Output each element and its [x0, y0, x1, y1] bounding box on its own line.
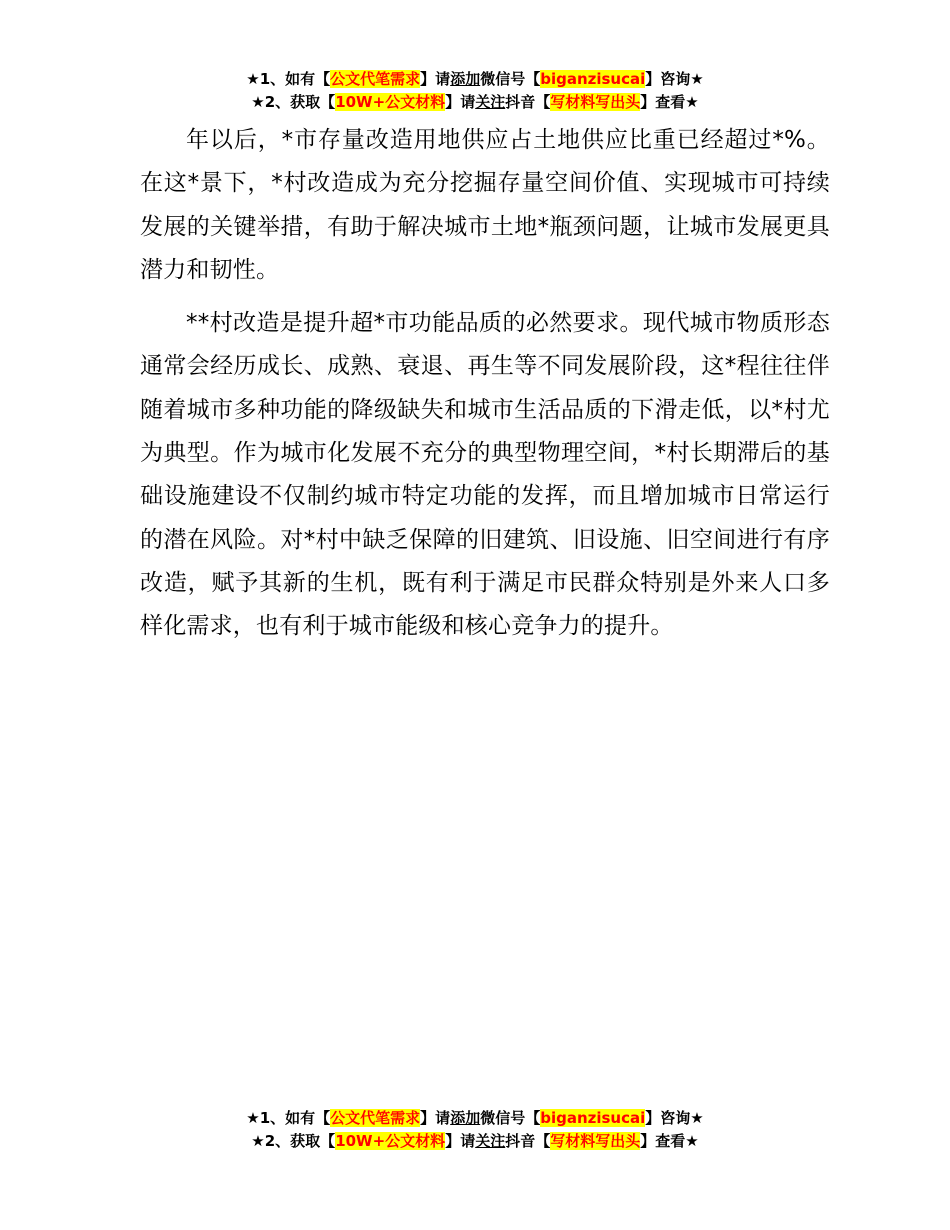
- footer-line1-prefix: ★1、如有【: [246, 1109, 331, 1127]
- footer-line2-emphasis: 关注: [475, 1132, 506, 1150]
- header-line1-highlight-wechat-id: biganzisucai: [540, 70, 646, 88]
- footer-banner-line-1: [0, 1107, 950, 1130]
- footer-line2-mid: 】请: [445, 1132, 476, 1150]
- header-banner: [0, 68, 950, 114]
- body-paragraph-2: **村改造是提升超*市功能品质的必然要求。现代城市物质形态通常会经历成长、成熟、衰退、再生等不同发展阶段，这*程往往伴随着城市多种功能的降级缺失和城市生活品质的下滑走低，以*村尤为典型。作为城市化发展不充分的典型物理空间，*村长期滞后的基础设施建设不仅制约城市特定功能的发挥，而且增加城市日常运行的潜在风险。对*村中缺乏保障的旧建筑、旧设施、旧空间进行有序改造，赋予其新的生机，既有利于满足市民群众特别是外来人口多样化需求，也有利于城市能级和核心竞争力的提升。: [140, 310, 830, 640]
- header-banner-line-1: [0, 68, 950, 91]
- header-line2-mid: 】请: [445, 93, 476, 111]
- footer-line1-highlight-service: 公文代笔需求: [330, 1109, 421, 1127]
- footer-line1-highlight-wechat-id: biganzisucai: [540, 1109, 646, 1127]
- header-line2-mid2: 抖音【: [505, 93, 551, 111]
- footer-line2-highlight-materials: 10W+公文材料: [335, 1132, 446, 1150]
- header-line1-emphasis: 添加: [450, 70, 481, 88]
- body-paragraph-1: 年以后，*市存量改造用地供应占土地供应比重已经超过*%。在这*景下，*村改造成为充分挖掘存量空间价值、实现城市可持续发展的关键举措，有助于解决城市土地*瓶颈问题，让城市发展更具潜力和韧性。: [140, 127, 830, 283]
- header-line1-mid2: 微信号【: [480, 70, 541, 88]
- footer-line2-suffix: 】查看★: [640, 1132, 699, 1150]
- header-line1-highlight-service: 公文代笔需求: [330, 70, 421, 88]
- header-line2-suffix: 】查看★: [640, 93, 699, 111]
- header-line2-emphasis: 关注: [475, 93, 506, 111]
- header-line1-mid: 】请: [420, 70, 451, 88]
- document-body: [140, 119, 830, 659]
- header-line1-prefix: ★1、如有【: [246, 70, 331, 88]
- footer-line2-highlight-douyin-account: 写材料写出头: [550, 1132, 641, 1150]
- header-line2-highlight-douyin-account: 写材料写出头: [550, 93, 641, 111]
- footer-banner-line-2: [0, 1130, 950, 1153]
- header-line1-suffix: 】咨询★: [645, 70, 704, 88]
- footer-line2-mid2: 抖音【: [505, 1132, 551, 1150]
- header-line2-highlight-materials: 10W+公文材料: [335, 93, 446, 111]
- footer-banner: [0, 1107, 950, 1153]
- footer-line1-suffix: 】咨询★: [645, 1109, 704, 1127]
- header-banner-line-2: [0, 91, 950, 114]
- footer-line2-prefix: ★2、获取【: [251, 1132, 336, 1150]
- footer-line1-emphasis: 添加: [450, 1109, 481, 1127]
- header-line2-prefix: ★2、获取【: [251, 93, 336, 111]
- footer-line1-mid: 】请: [420, 1109, 451, 1127]
- footer-line1-mid2: 微信号【: [480, 1109, 541, 1127]
